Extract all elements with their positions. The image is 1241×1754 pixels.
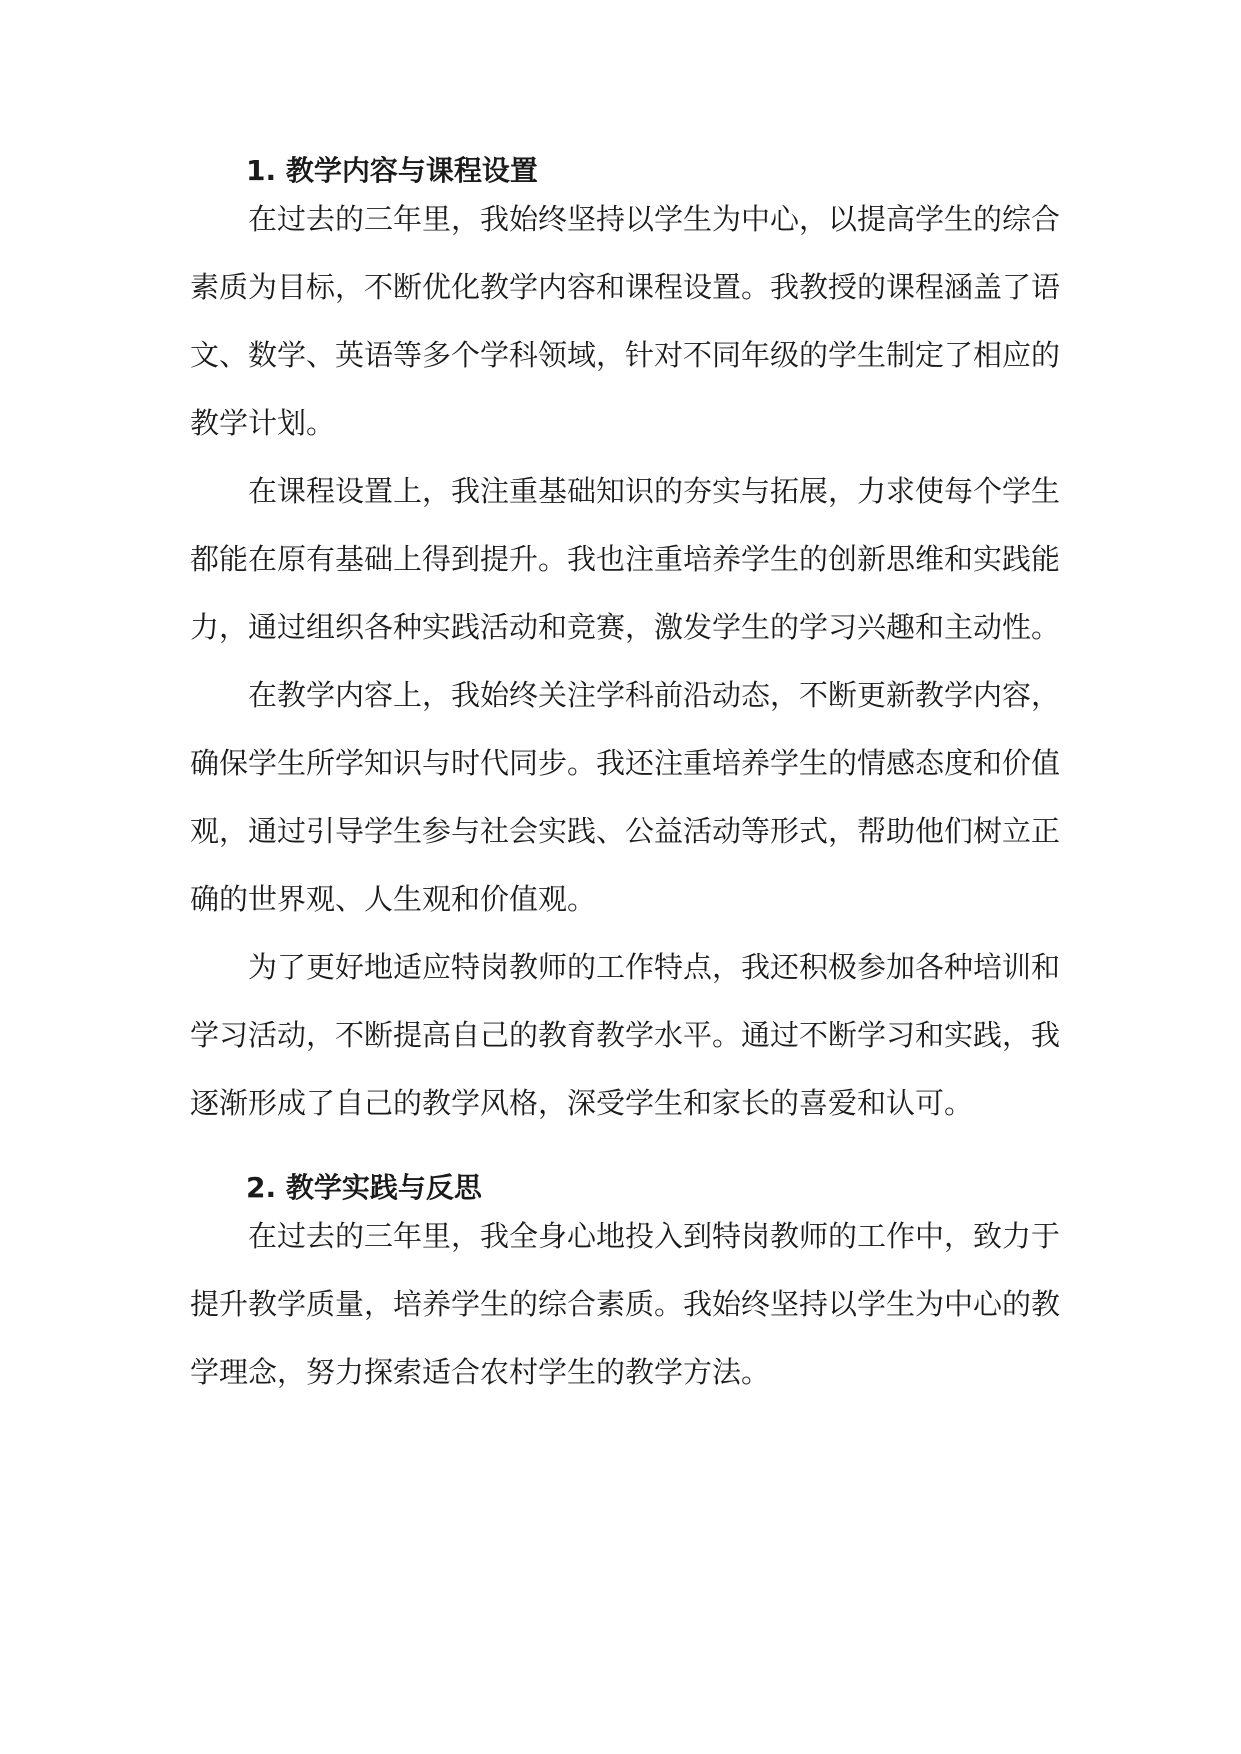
paragraph-line: 确的世界观、人生观和价值观。 [190,882,597,916]
paragraph-line: 观，通过引导学生参与社会实践、公益活动等形式，帮助他们树立正 [190,814,1061,848]
paragraph-line: 在课程设置上，我注重基础知识的夯实与拓展，力求使每个学生 [248,474,1061,508]
paragraph-line: 学习活动，不断提高自己的教育教学水平。通过不断学习和实践，我 [190,1018,1061,1052]
paragraph-line: 在过去的三年里，我全身心地投入到特岗教师的工作中，致力于 [248,1219,1061,1253]
paragraph-line: 教学计划。 [190,406,336,440]
paragraph-line: 素质为目标，不断优化教学内容和课程设置。我教授的课程涵盖了语 [190,270,1061,304]
paragraph-line: 学理念，努力探索适合农村学生的教学方法。 [190,1355,771,1389]
paragraph-line: 确保学生所学知识与时代同步。我还注重培养学生的情感态度和价值 [190,746,1061,780]
paragraph-line: 都能在原有基础上得到提升。我也注重培养学生的创新思维和实践能 [190,542,1061,576]
paragraph-line: 力，通过组织各种实践活动和竞赛，激发学生的学习兴趣和主动性。 [190,610,1061,644]
paragraph-line: 提升教学质量，培养学生的综合素质。我始终坚持以学生为中心的教 [190,1287,1061,1321]
paragraph-line: 逐渐形成了自己的教学风格，深受学生和家长的喜爱和认可。 [190,1086,974,1120]
section-heading: 1. 教学内容与课程设置 [246,154,538,187]
paragraph-line: 为了更好地适应特岗教师的工作特点，我还积极参加各种培训和 [248,950,1061,984]
paragraph-line: 文、数学、英语等多个学科领域，针对不同年级的学生制定了相应的 [190,338,1061,372]
paragraph-line: 在过去的三年里，我始终坚持以学生为中心，以提高学生的综合 [248,202,1061,236]
section-heading: 2. 教学实践与反思 [246,1171,482,1204]
paragraph-line: 在教学内容上，我始终关注学科前沿动态，不断更新教学内容， [248,678,1061,712]
